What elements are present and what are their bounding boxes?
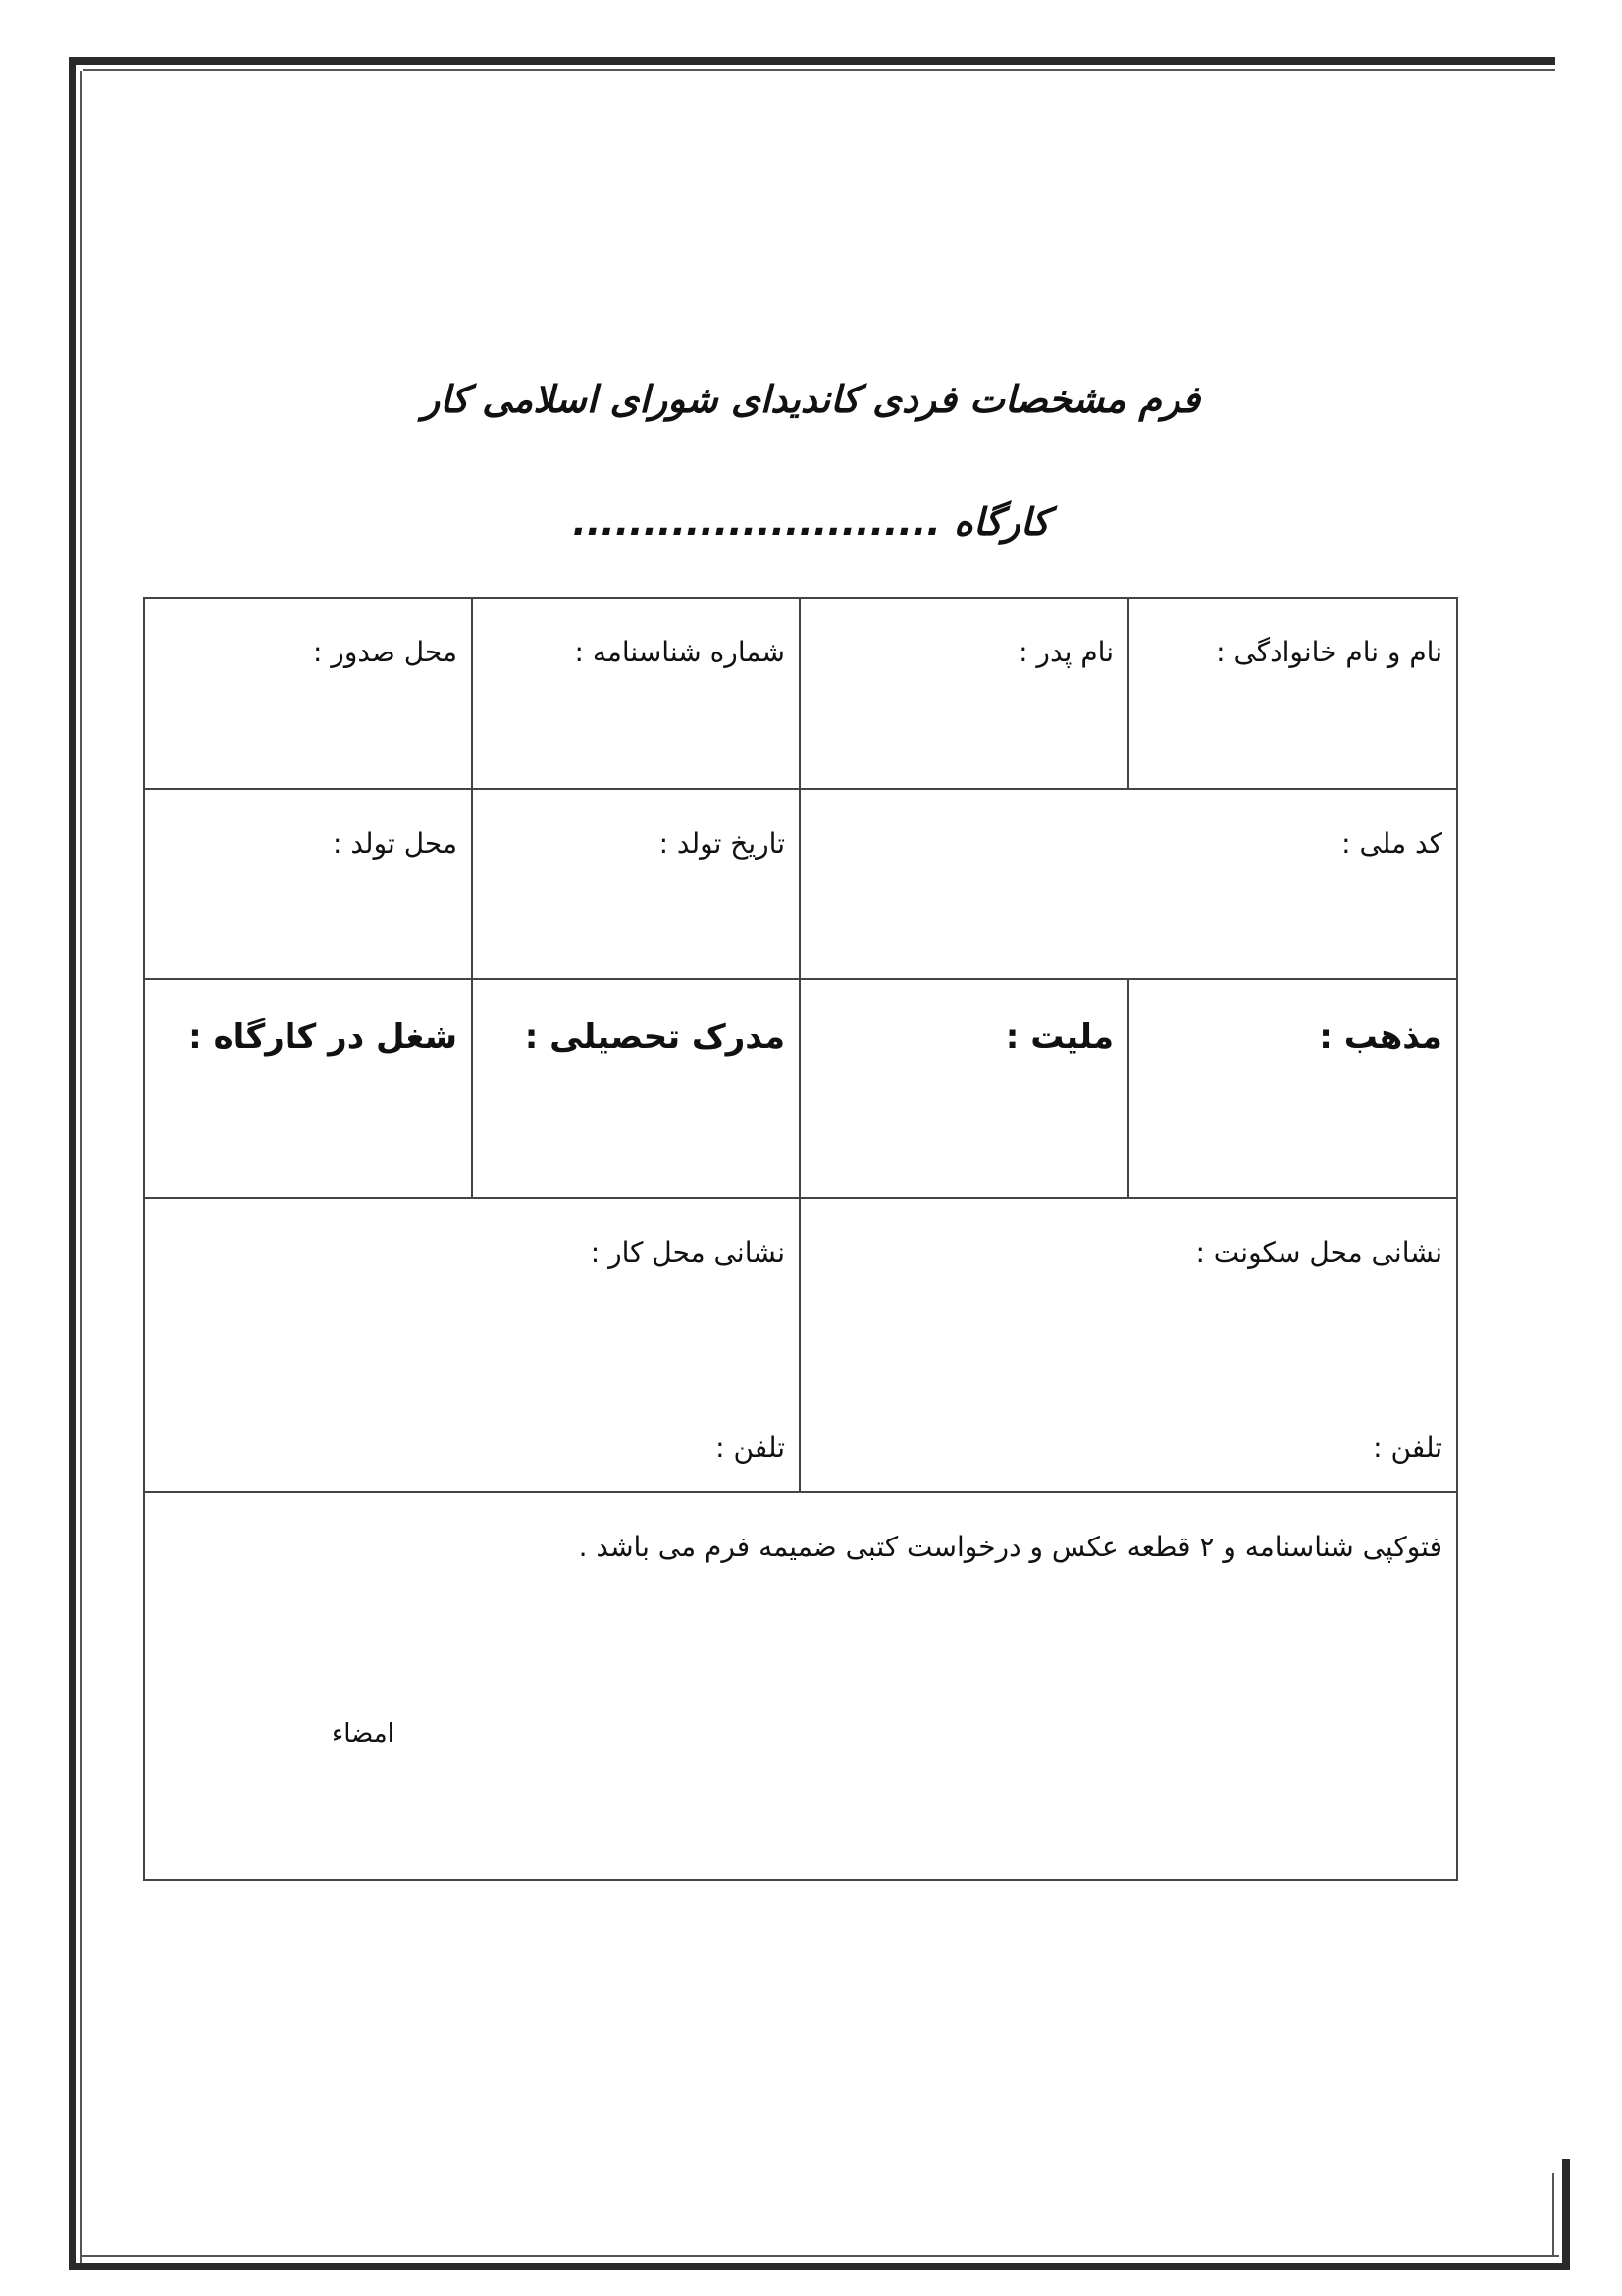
id-number-label: شماره شناسنامه : xyxy=(574,636,785,668)
attachments-cell xyxy=(144,1492,1457,1880)
birth-place-label: محل تولد : xyxy=(333,827,457,860)
form-row-address xyxy=(144,1198,1457,1492)
work-phone-label: تلفن : xyxy=(715,1432,785,1464)
page-frame-bottom-inner xyxy=(82,2255,1559,2257)
form-title: فرم مشخصات فردی کاندیدای شورای اسلامی کار xyxy=(421,378,1201,421)
page-frame-top xyxy=(69,57,1555,65)
page-frame-top-inner xyxy=(83,69,1555,71)
form-row-attachments xyxy=(144,1492,1457,1880)
form-row-background xyxy=(144,979,1457,1198)
home-address-field[interactable] xyxy=(800,1198,1457,1492)
full-name-label: نام و نام خانوادگی : xyxy=(1216,636,1442,668)
home-phone-label: تلفن : xyxy=(1373,1432,1442,1464)
page-frame-right-corner xyxy=(1562,2159,1570,2270)
issue-place-field[interactable] xyxy=(144,598,472,789)
work-address-label: نشانی محل کار : xyxy=(590,1236,785,1269)
national-code-field[interactable] xyxy=(800,789,1457,979)
id-number-field[interactable] xyxy=(472,598,800,789)
page-frame-bottom xyxy=(69,2263,1570,2270)
nationality-label: ملیت : xyxy=(1005,1018,1114,1057)
father-name-field[interactable] xyxy=(800,598,1128,789)
education-label: مدرک تحصیلی : xyxy=(524,1018,785,1057)
work-address-field[interactable] xyxy=(144,1198,800,1492)
nationality-field[interactable] xyxy=(800,979,1128,1198)
full-name-field[interactable] xyxy=(1128,598,1457,789)
form-row-identity xyxy=(144,598,1457,789)
birth-date-field[interactable] xyxy=(472,789,800,979)
national-code-label: کد ملی : xyxy=(1341,827,1442,860)
candidate-form-table xyxy=(143,597,1458,1881)
birth-date-label: تاریخ تولد : xyxy=(658,827,785,860)
issue-place-label: محل صدور : xyxy=(312,636,457,668)
attachments-note: فتوکپی شناسنامه و ۲ قطعه عکس و درخواست کتبی ضمیمه فرم می باشد . xyxy=(578,1531,1442,1563)
job-label: شغل در کارگاه : xyxy=(188,1018,457,1057)
form-row-birth xyxy=(144,789,1457,979)
signature-label: امضاء xyxy=(332,1719,394,1748)
religion-field[interactable] xyxy=(1128,979,1457,1198)
religion-label: مذهب : xyxy=(1319,1018,1442,1057)
education-field[interactable] xyxy=(472,979,800,1198)
home-address-label: نشانی محل سکونت : xyxy=(1195,1236,1442,1269)
job-field[interactable] xyxy=(144,979,472,1198)
birth-place-field[interactable] xyxy=(144,789,472,979)
page-frame-right-corner-inner xyxy=(1552,2173,1554,2257)
workshop-subtitle: کارگاه .......................... xyxy=(572,500,1050,544)
father-name-label: نام پدر : xyxy=(1019,636,1114,668)
